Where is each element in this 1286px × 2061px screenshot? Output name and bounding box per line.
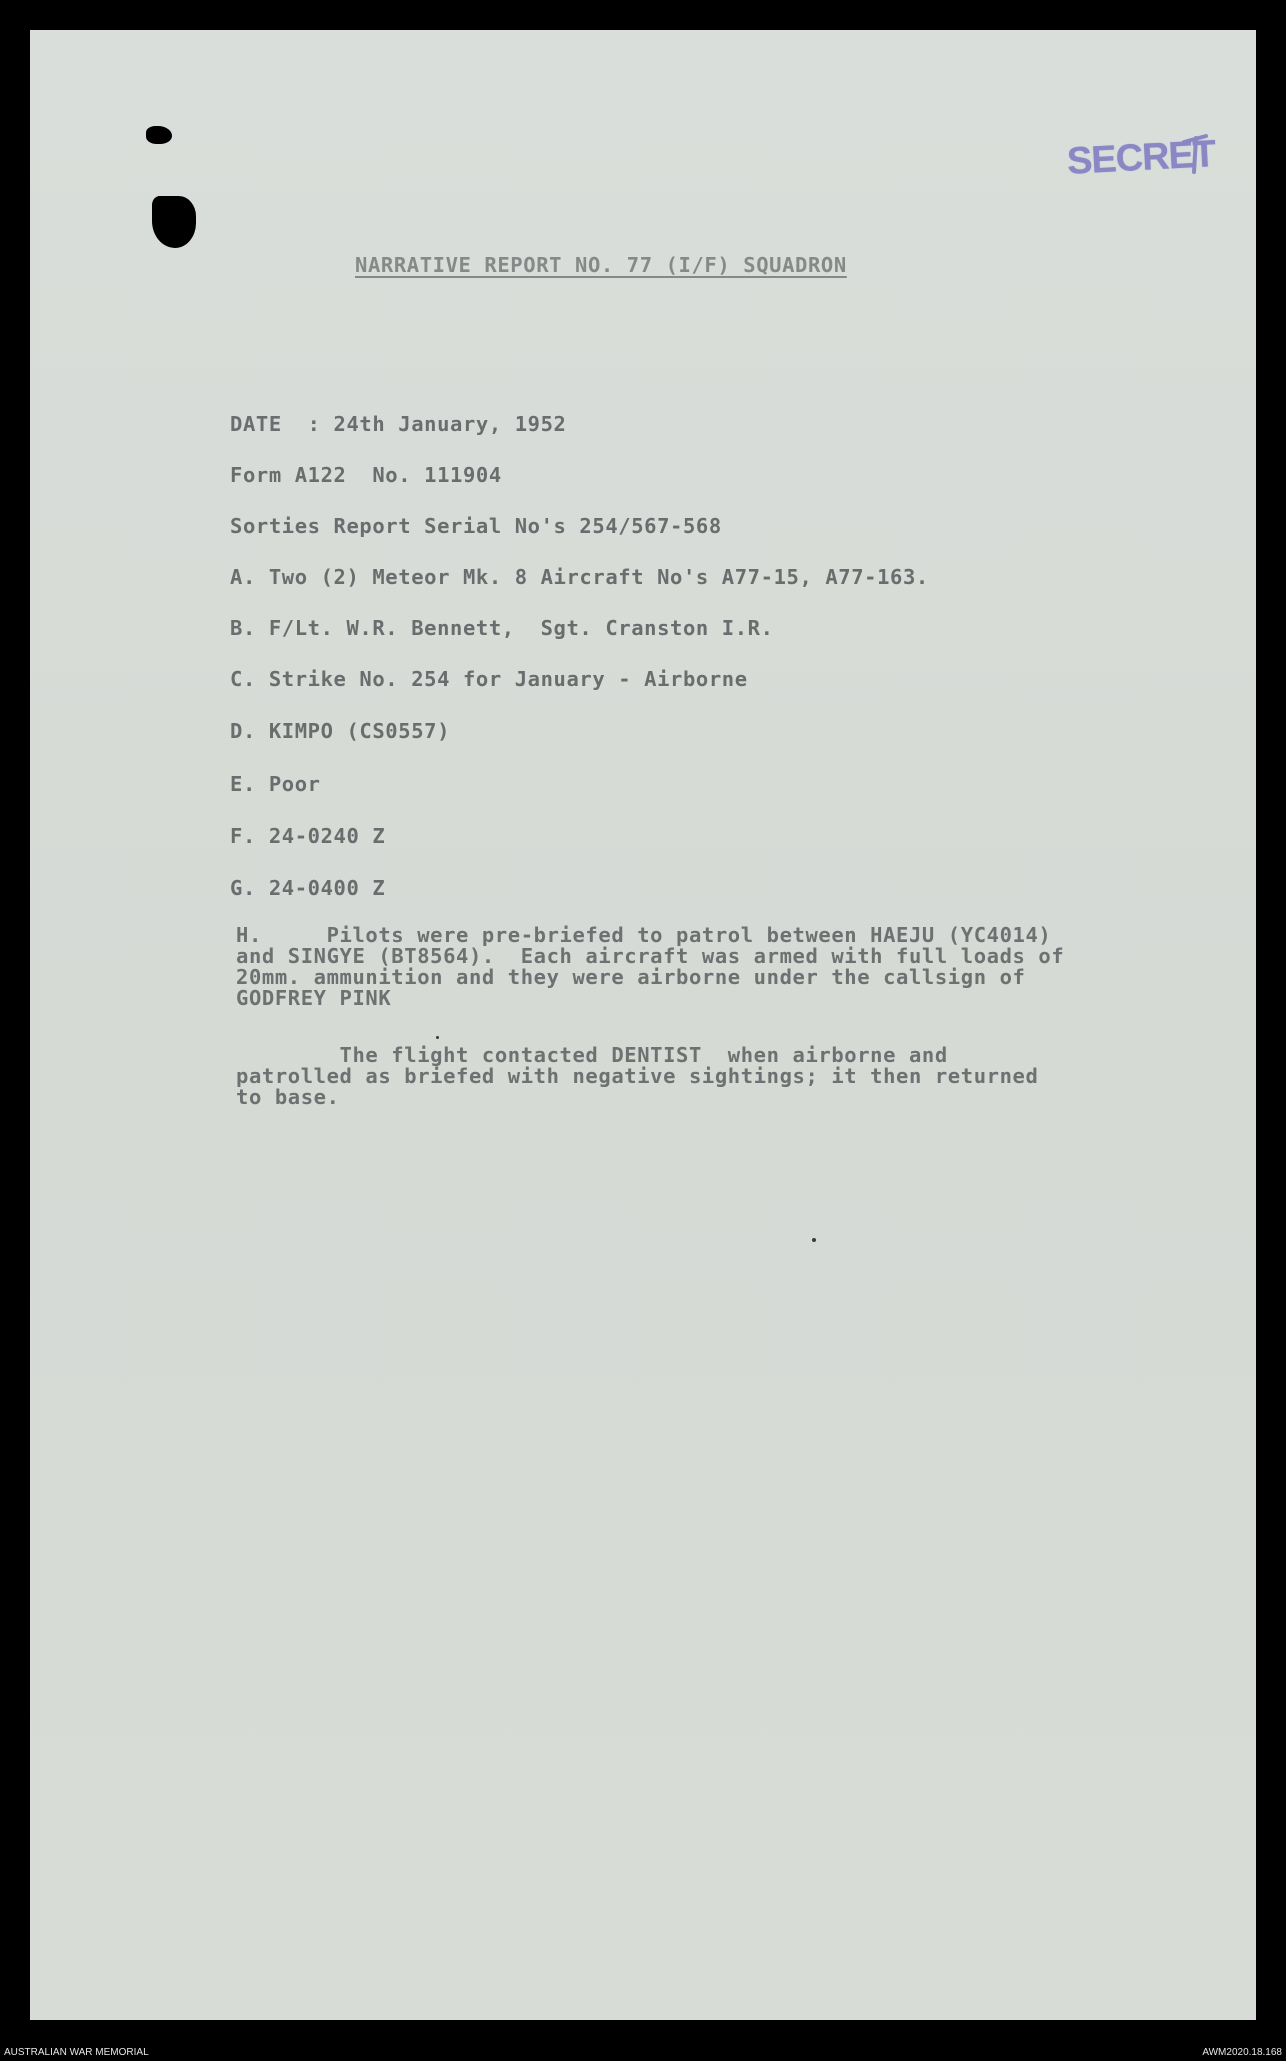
paragraph-closing-line: to base. [236,1085,340,1109]
paragraph-closing-line: The flight contacted DENTIST when airborne and [236,1043,948,1067]
punch-hole-bottom [152,196,196,248]
paragraph-closing-line: patrolled as briefed with negative sightings; it then returned [236,1064,1039,1088]
field-a: A. Two (2) Meteor Mk. 8 Aircraft No's A77-15, A77-163. [230,565,929,589]
stamp-flourish-icon [1180,132,1210,178]
field-e: E. Poor [230,772,321,796]
paper-speck [436,1036,439,1039]
field-b: B. F/Lt. W.R. Bennett, Sgt. Cranston I.R. [230,616,774,640]
document-page [30,30,1256,2020]
paragraph-h-line: GODFREY PINK [236,986,392,1010]
field-c: C. Strike No. 254 for January - Airborne [230,667,748,691]
paragraph-closing [236,1045,1038,1108]
paragraph-h-line: and SINGYE (BT8564). Each aircraft was armed with full loads of [236,944,1065,968]
field-f: F. 24-0240 Z [230,824,386,848]
paragraph-h-line: H. Pilots were pre-briefed to patrol between HAEJU (YC4014) [236,923,1052,947]
form-line: Form A122 No. 111904 [230,463,502,487]
paragraph-h [236,925,1064,1009]
date-line: DATE : 24th January, 1952 [230,412,567,436]
field-g: G. 24-0400 Z [230,876,386,900]
paper-speck [812,1238,816,1242]
sorties-line: Sorties Report Serial No's 254/567-568 [230,514,722,538]
punch-hole-top [146,126,172,144]
paragraph-h-line: 20mm. ammunition and they were airborne under the callsign of [236,965,1026,989]
report-title: NARRATIVE REPORT NO. 77 (I/F) SQUADRON [355,253,847,277]
field-d: D. KIMPO (CS0557) [230,719,451,743]
secret-stamp: SECRET [1065,133,1217,183]
footer-catalogue-id: AWM2020.18.168 [1202,2047,1282,2058]
footer-collection: AUSTRALIAN WAR MEMORIAL [4,2047,149,2058]
